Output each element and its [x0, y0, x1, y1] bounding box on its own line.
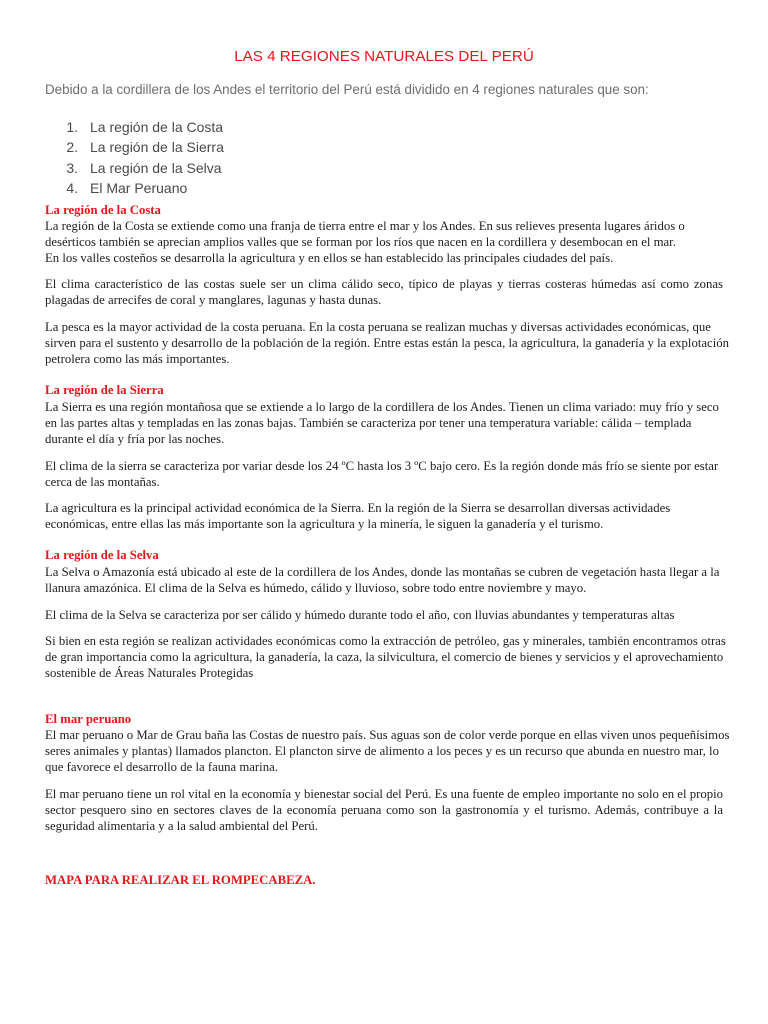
text-line: plagadas de arrecifes de coral y manglares, lagunas y hasta dunas.: [45, 293, 382, 308]
mar-paragraph-2: [45, 786, 723, 835]
list-item: [0, 178, 768, 198]
list-number: 1.: [66, 119, 78, 135]
list-label: La región de la Costa: [90, 119, 224, 135]
text-line: sostenible de Áreas Naturales Protegidas: [45, 666, 254, 681]
text-line: seres animales y plantas) llamados plancton. El plancton sirve de alimento a los peces y es un recurso que abunda en nuestro mar, lo: [45, 744, 719, 759]
mar-heading: El mar peruano: [45, 712, 132, 726]
list-number: 3.: [66, 159, 78, 176]
text-line: El mar peruano tiene un rol vital en la economía y bienestar social del Perú. Es una fuente de empleo importante no solo en el propio: [45, 787, 723, 801]
page-title: LAS 4 REGIONES NATURALES DEL PERÚ: [234, 48, 534, 65]
costa-heading: La región de la Costa: [45, 203, 161, 217]
costa-paragraph-2: [45, 276, 723, 308]
text-line: económicas, entre ellas las más importante son la agricultura y la minería, le siguen la ganadería y el turismo.: [45, 517, 604, 532]
text-line: El mar peruano o Mar de Grau baña las Costas de nuestro país. Sus aguas son de color verde porque en ellas viven unos pequeñísimos: [45, 728, 730, 742]
mar-paragraph-1: [45, 727, 730, 776]
costa-paragraph-3: [45, 319, 729, 368]
text-line: Si bien en esta región se realizan actividades económicas como la extracción de petróleo, gas y minerales, también encontramos otras: [45, 634, 726, 648]
costa-paragraph-1: [45, 218, 723, 267]
list-label: La región de la Selva: [90, 159, 222, 176]
text-line: que favorece el desarrollo de la fauna marina.: [45, 760, 278, 775]
list-number: 4.: [66, 179, 78, 196]
text-line: El clima de la Selva se caracteriza por ser cálido y húmedo durante todo el año, con lluvias abundantes y temperaturas altas: [45, 608, 675, 622]
text-line: sector pesquero sino en sectores claves de la economía peruana como son la gastronomía y el turismo. Además, contribuye a la: [45, 803, 723, 818]
selva-paragraph-2: [45, 607, 723, 623]
selva-heading: La región de la Selva: [45, 548, 159, 562]
selva-paragraph-1: [45, 564, 723, 596]
list-label: El Mar Peruano: [90, 179, 188, 196]
text-line: desérticos también se aprecian amplios valles que se forman por los ríos que nacen en la cordillera y desembocan en el mar.: [45, 235, 676, 250]
intro-text: Debido a la cordillera de los Andes el territorio del Perú está dividido en 4 regiones naturales que son:: [45, 82, 649, 97]
text-line: sirven para el sustento y desarrollo de la población de la región. Entre estas están la pesca, la agricultura, la ganadería y la explotación: [45, 336, 729, 351]
text-line: En los valles costeños se desarrolla la agricultura y en ellos se han establecido las principales ciudades del país.: [45, 251, 614, 266]
list-label: La región de la Sierra: [90, 139, 224, 156]
text-line: El clima característico de las costas suele ser un clima cálido seco, típico de playas y tierras costeras húmedas así como zonas: [45, 277, 723, 291]
regions-list: [0, 117, 768, 198]
selva-paragraph-3: [45, 633, 726, 682]
text-line: de gran importancia como la agricultura, la ganadería, la caza, la silvicultura, el comercio de bienes y servicios y el aprovechamiento: [45, 650, 724, 665]
text-line: La Selva o Amazonía está ubicado al este de la cordillera de los Andes, donde las montañas se cubren de vegetación hasta llegar a la: [45, 565, 720, 579]
map-puzzle-label: MAPA PARA REALIZAR EL ROMPECABEZA.: [45, 873, 316, 887]
sierra-paragraph-2: [45, 458, 723, 490]
text-line: durante el día y fría por las noches.: [45, 432, 225, 447]
list-item: [0, 158, 768, 178]
sierra-heading: La región de la Sierra: [45, 383, 164, 397]
text-line: petrolera como las más importantes.: [45, 352, 230, 367]
list-number: 2.: [66, 139, 78, 156]
text-line: cerca de las montañas.: [45, 475, 160, 490]
text-line: llanura amazónica. El clima de la Selva es húmedo, cálido y lluvioso, sobre todo entre noviembre y mayo.: [45, 581, 587, 596]
text-line: La región de la Costa se extiende como una franja de tierra entre el mar y los Andes. En sus relieves presenta lugares áridos o: [45, 219, 685, 233]
sierra-paragraph-3: [45, 500, 723, 532]
text-line: La pesca es la mayor actividad de la costa peruana. En la costa peruana se realizan muchas y diversas actividades económicas, que: [45, 320, 711, 334]
text-line: El clima de la sierra se caracteriza por variar desde los 24 ºC hasta los 3 ºC bajo cero. Es la región donde más frío se siente por estar: [45, 459, 719, 473]
sierra-paragraph-1: [45, 399, 723, 448]
text-line: La Sierra es una región montañosa que se extiende a lo largo de la cordillera de los Andes. Tienen un clima variado: muy frío y seco: [45, 400, 719, 414]
text-line: seguridad alimentaria y a la salud ambiental del Perú.: [45, 819, 318, 834]
text-line: en las partes altas y templadas en las zonas bajas. También se caracteriza por tener una temperatura variable: cálida – templada: [45, 416, 692, 431]
text-line: La agricultura es la principal actividad económica de la Sierra. En la región de la Sierra se desarrollan diversas actividades: [45, 501, 671, 515]
list-item: [0, 137, 768, 157]
list-item: [0, 117, 768, 137]
